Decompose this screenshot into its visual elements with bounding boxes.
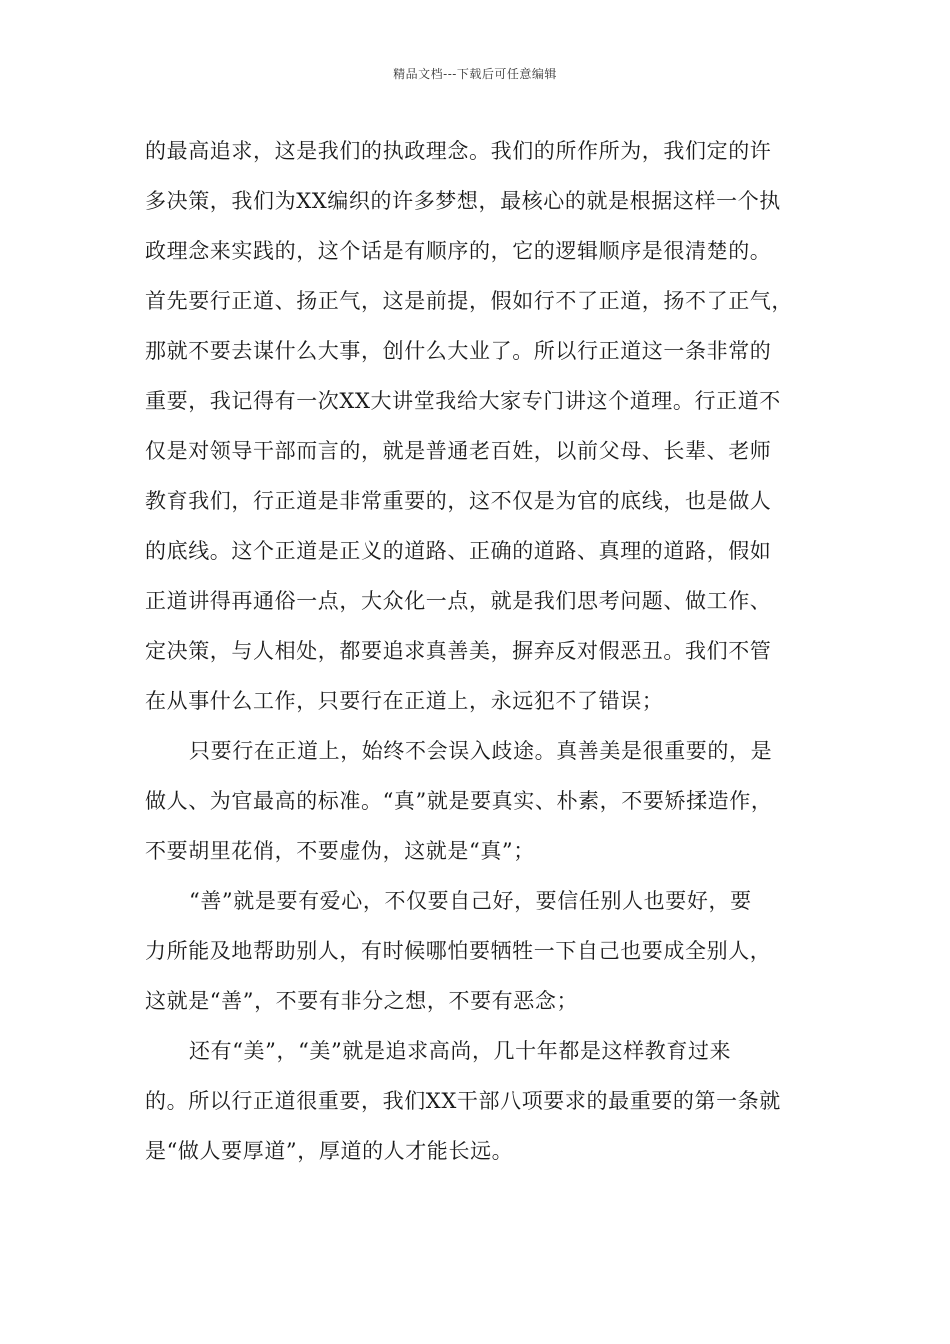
text-line: 重要，我记得有一次XX大讲堂我给大家专门讲这个道理。行正道不 <box>145 389 781 413</box>
text-line: 的。所以行正道很重要，我们XX干部八项要求的最重要的第一条就 <box>145 1089 781 1113</box>
text-line: 那就不要去谋什么大事，创什么大业了。所以行正道这一条非常的 <box>145 339 772 363</box>
text-line: 是“做人要厚道”，厚道的人才能长远。 <box>145 1139 514 1163</box>
text-line: 正道讲得再通俗一点，大众化一点，就是我们思考问题、做工作、 <box>145 589 772 613</box>
paragraph-start-line: “善”就是要有爱心，不仅要自己好，要信任别人也要好，要 <box>189 889 752 913</box>
text-line: 多决策，我们为XX编织的许多梦想，最核心的就是根据这样一个执 <box>145 189 781 213</box>
paragraph-start-line: 还有“美”，“美”就是追求高尚，几十年都是这样教育过来 <box>189 1039 732 1063</box>
text-line: 不要胡里花俏，不要虚伪，这就是“真”； <box>145 839 535 863</box>
paragraph-start-line: 只要行在正道上，始终不会误入歧途。真善美是很重要的，是 <box>189 739 773 763</box>
text-line: 在从事什么工作，只要行在正道上，永远犯不了错误； <box>145 689 664 713</box>
text-line: 首先要行正道、扬正气，这是前提，假如行不了正道，扬不了正气， <box>145 289 793 313</box>
text-line: 教育我们，行正道是非常重要的，这不仅是为官的底线，也是做人 <box>145 489 772 513</box>
text-line: 这就是“善”，不要有非分之想，不要有恶念； <box>145 989 579 1013</box>
text-line: 的底线。这个正道是正义的道路、正确的道路、真理的道路，假如 <box>145 539 772 563</box>
text-line: 做人、为官最高的标准。“真”就是要真实、朴素，不要矫揉造作， <box>145 789 773 813</box>
page-header: 精品文档---下载后可任意编辑 <box>393 67 557 81</box>
text-line: 定决策，与人相处，都要追求真善美，摒弃反对假恶丑。我们不管 <box>145 639 772 663</box>
text-line: 的最高追求，这是我们的执政理念。我们的所作所为，我们定的许 <box>145 139 772 163</box>
text-line: 政理念来实践的，这个话是有顺序的，它的逻辑顺序是很清楚的。 <box>145 239 772 263</box>
text-line: 仅是对领导干部而言的，就是普通老百姓，以前父母、长辈、老师 <box>145 439 772 463</box>
body-text <box>145 126 807 1176</box>
text-line: 力所能及地帮助别人，有时候哪怕要牺牲一下自己也要成全别人， <box>145 939 772 963</box>
